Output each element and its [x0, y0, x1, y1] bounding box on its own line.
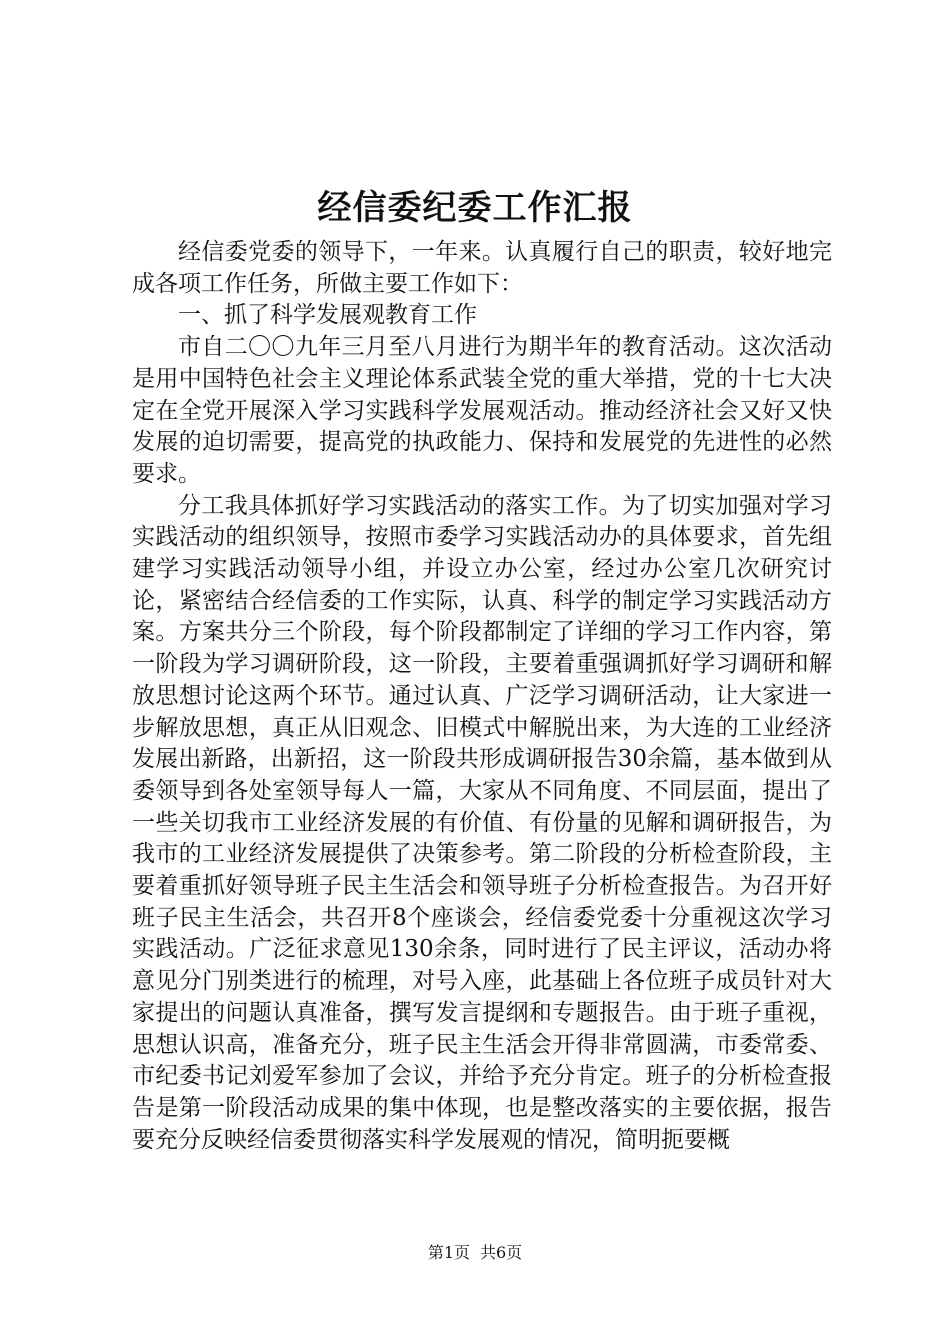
page-footer: [0, 1241, 950, 1265]
section-heading: 一、抓了科学发展观教育工作: [178, 302, 477, 329]
body-paragraph: 分工我具体抓好学习实践活动的落实工作。为了切实加强对学习实践活动的组织领导，按照市委学习实践活动办的具体要求，首先组建学习实践活动领导小组，并设立办公室，经过办公室几次研究讨论，紧密结合经信委的工作实际，认真、科学的制定学习实践活动方案。方案共分三个阶段，每个阶段都制定了详细的学习工作内容，第一阶段为学习调研阶段，这一阶段，主要着重强调抓好学习调研和解放思想讨论这两个环节。通过认真、广泛学习调研活动，让大家进一步解放思想，真正从旧观念、旧模式中解脱出来，为大连的工业经济发展出新路，出新招，这一阶段共形成调研报告30余篇，基本做到从委领导到各处室领导每人一篇，大家从不同角度、不同层面，提出了一些关切我市工业经济发展的有价值、有份量的见解和调研报告，为我市的工业经济发展提供了决策参考。第二阶段的分析检查阶段，主要着重抓好领导班子民主生活会和领导班子分析检查报告。为召开好班子民主生活会，共召开8个座谈会，经信委党委十分重视这次学习实践活动。广泛征求意见130余条，同时进行了民主评议，活动办将意见分门别类进行的梳理，对号入座，此基础上各位班子成员针对大家提出的问题认真准备，撰写发言提纲和专题报告。由于班子重视，思想认识高，准备充分，班子民主生活会开得非常圆满，市委常委、市纪委书记刘爱军参加了会议，并给予充分肯定。班子的分析检查报告是第一阶段活动成果的集中体现，也是整改落实的主要依据，报告要充分反映经信委贯彻落实科学发展观的情况，简明扼要概: [132, 492, 832, 1153]
page-total: 共6页: [480, 1243, 523, 1262]
body-paragraph: 市自二〇〇九年三月至八月进行为期半年的教育活动。这次活动是用中国特色社会主义理论体系武装全党的重大举措，党的十七大决定在全党开展深入学习实践科学发展观活动。推动经济社会又好又快发展的迫切需要，提高党的执政能力、保持和发展党的先进性的必然要求。: [132, 334, 832, 487]
document-body: [132, 237, 832, 1156]
document-title: 经信委纪委工作汇报: [317, 188, 633, 228]
intro-paragraph: 经信委党委的领导下，一年来。认真履行自己的职责，较好地完成各项工作任务，所做主要工作如下：: [132, 239, 832, 297]
page-number: 第1页: [427, 1243, 470, 1262]
